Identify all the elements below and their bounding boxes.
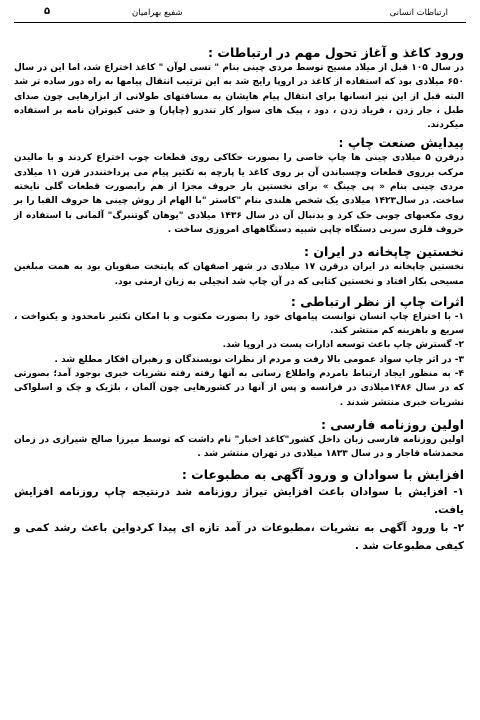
section-first-printing-house	[14, 243, 464, 289]
section-printing-industry	[14, 134, 464, 237]
section-heading: اثرات چاپ از نظر ارتباطی :	[290, 293, 464, 309]
running-author: شفیع بهرامیان	[132, 8, 183, 18]
section-paragraph: در سال ۱۰۵ قبل از میلاد مسیح توسط مردی چینی بنام " تسی لوآن " کاغذ اختراع شد، اما این در سال ۶۵۰ میلادی بود که استفاده از کاغذ در اروپا رایج شد به این ترتیب انتقال پیامها به راه دور ساده تر شد البته قبل از این نیز انسانها برای انتقال پیام هایشان به مسافتهای طولانی از ابزارهایی چون صدای طبل ، جار زدن ، فریاد زدن ، دود ، پیک های سوار کار تندرو (چاپار) و حتی کبوتران نامه بر استفاده میکردند.	[14, 63, 464, 131]
section-paragraph: اولین روزنامه فارسی زبان داخل کشور"کاغذ اخبار" نام داشت که توسط میرزا صالح شیرازی در زمان محمدشاه قاجار و در سال ۱۸۳۳ میلادی در تهران منتشر شد .	[14, 434, 464, 460]
section-first-persian-newspaper	[14, 416, 464, 462]
header-rule	[14, 22, 466, 23]
section-heading: ورود کاغذ و آغاز تحول مهم در ارتباطات :	[208, 45, 464, 60]
running-title: ارتباطات انسانی	[389, 8, 448, 18]
page-number: ۵	[44, 6, 51, 17]
section-heading: اولین روزنامه فارسی :	[320, 416, 464, 432]
list-item: ۲- گسترش چاپ باعث توسعه ادارات پست در اروپا شد.	[222, 340, 464, 351]
page-header	[14, 0, 464, 20]
section-printing-effects	[14, 293, 464, 410]
list-item: ۱- افزایش با سوادان باعث افزایش تیراژ روزنامه شد درنتیجه چاپ روزنامه افزایش یافت.	[14, 485, 464, 516]
section-paragraph: نخستین چاپخانه در ایران درقرن ۱۷ میلادی در شهر اصفهان که پایتخت صفویان بود به همت مبلغین مسیحی بکار افتاد و نخستین کتابی که در آن چاپ شد انجیلی به زبان ارمنی بود.	[14, 262, 464, 287]
section-paper	[14, 44, 464, 132]
list-item: ۱- با اختراع چاپ انسان توانست پیامهای خود را بصورت مکتوب و با امکان تکثیر نامحدود و یکنواخت ، سریع و باهزینه کم منتشر کند.	[14, 311, 464, 337]
list-item: ۳- در اثر چاپ سواد عمومی بالا رفت و مردم از نظرات نویسندگان و رهبران افکار مطلع شد .	[54, 354, 464, 365]
list-item: ۲- با ورود آگهی به نشریات ،مطبوعات در آمد تازه ای پیدا کردواین باعث رشد کمی و کیفی مطبوعات شد .	[14, 521, 464, 552]
page-body	[14, 44, 464, 555]
section-literacy-and-ads	[14, 466, 464, 555]
section-heading: افزایش با سوادان و ورود آگهی به مطبوعات :	[181, 466, 464, 482]
section-heading: نخستین چاپخانه در ایران :	[304, 244, 464, 260]
list-item: ۴- به منظور ایجاد ارتباط بامردم واطلاع رسانی به آنها رفته رفته نشریات خبری بوجود آمد؛ بصورتی که در سال ۱۴۸۶میلادی در فرانسه و پس از آنها در کشورهایی چون آلمان ، بلژیک و چک و اسلواکی نشریات خبری منتشر شدند .	[14, 369, 464, 408]
section-heading: پیدایش صنعت چاپ :	[338, 135, 464, 151]
section-paragraph: درقرن ۵ میلادی چینی ها چاپ خاصی را بصورت حکاکی روی قطعات چوب اختراع کردند و با مالیدن مرکب برروی قطعات وچسباندن آن بر روی کاغذ یا پارچه به تکثیر پیام می پرداختنددر قرن ۱۱ میلادی مردی چینی بنام « پی چینگ » برای نخستین بار حروف مجزا از هم رابصورت قطعات گلی نایخته ساخت. در سال۱۴۲۳ میلادی یک شخص هلندی بنام "کاستر "با الهام از روش چینی ها حروف الفبا را بر روی مکعبهای چوبی حک کرد و بدنبال آن در سال ۱۴۳۶ میلادی "یوهان گوتنبرگ" آلمانی با استفاده از حروف فلزی سربی دستگاه چاپی شبیه دستگاههای امروزی ساخت .	[14, 153, 464, 235]
